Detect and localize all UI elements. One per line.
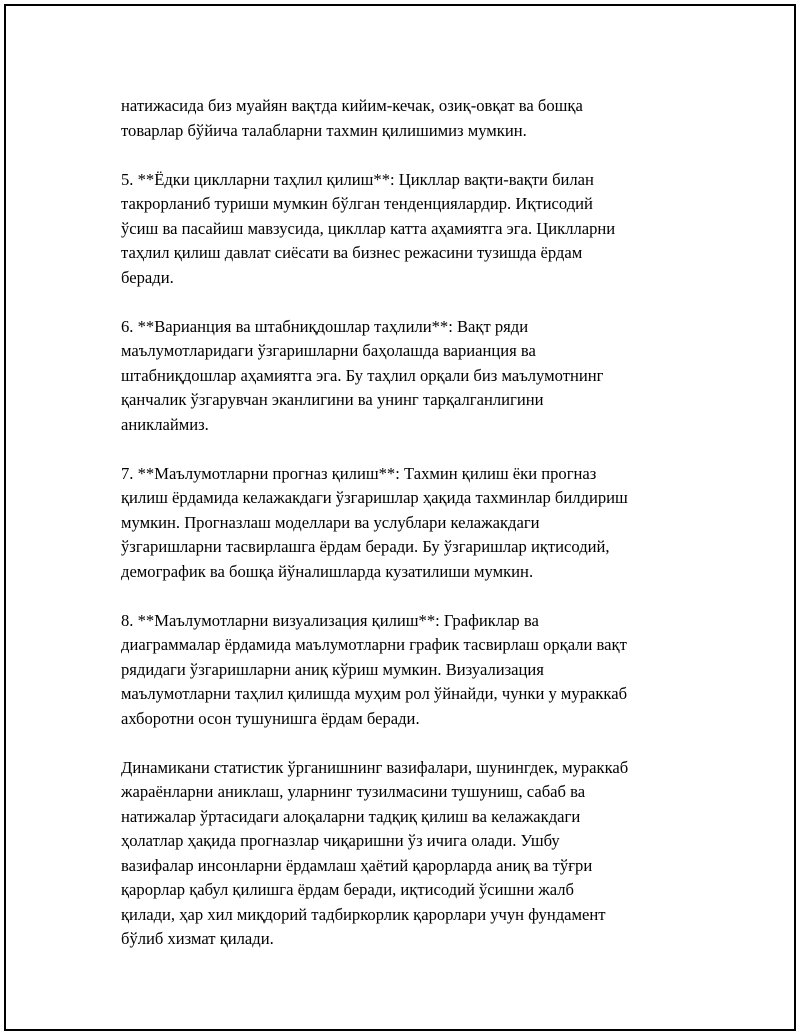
- text-line: штабниқдошлар аҳамиятга эга. Бу таҳлил орқали биз маълумотнинг: [121, 365, 604, 385]
- text-line: беради.: [121, 267, 174, 287]
- text-line: маълумотларни таҳлил қилишда муҳим рол ўйнайди, чунки у мураккаб: [121, 684, 628, 703]
- text-line: ҳолатлар ҳақида прогназлар чиқаришни ўз ичига олади. Ушбу: [121, 831, 560, 850]
- paragraph-item-6: [121, 315, 701, 438]
- text-line: мумкин. Прогназлаш моделлари ва услублари келажакдаги: [121, 512, 540, 532]
- text-line: Динамикани статистик ўрганишнинг вазифалари, шунингдек, мураккаб: [121, 757, 629, 777]
- text-line: ахборотни осон тушунишга ёрдам беради.: [121, 708, 420, 728]
- text-line: натижасида биз муайян вақтда кийим-кечак, озиқ-овқат ва бошқа: [121, 96, 583, 115]
- text-line: диаграммалар ёрдамида маълумотларни график тасвирлаш орқали вақт: [121, 635, 627, 654]
- paragraph-item-5: [121, 168, 701, 291]
- text-line: ўзгаришларни тасвирлашга ёрдам беради. Бу ўзгаришлар иқтисодий,: [121, 537, 610, 556]
- text-line: 7. **Маълумотларни прогназ қилиш**: Тахмин қилиш ёки прогназ: [121, 463, 597, 483]
- paragraph-item-7: [121, 462, 701, 585]
- text-line: ўсиш ва пасайиш мавзусида, цикллар катта аҳамиятга эга. Циклларни: [121, 218, 616, 238]
- text-line: жараёнларни аниклаш, уларнинг тузилмасини тушуниш, сабаб ва: [121, 782, 586, 801]
- text-line: рядидаги ўзгаришларни аниқ кўриш мумкин. Визуализация: [121, 659, 544, 679]
- text-line: товарлар бўйича талабларни тахмин қилишимиз мумкин.: [121, 120, 527, 140]
- page-frame: [4, 4, 796, 1031]
- text-line: қилади, ҳар хил миқдорий тадбиркорлик қарорлари учун фундамент: [121, 904, 606, 924]
- text-line: қилиш ёрдамида келажакдаги ўзгаришлар ҳақида тахминлар билдириш: [121, 488, 628, 507]
- paragraph-item-8: [121, 609, 701, 732]
- text-line: қанчалик ўзгарувчан эканлигини ва унинг тарқалганлигини: [121, 390, 544, 409]
- text-line: 8. **Маълумотларни визуализация қилиш**: Графиклар ва: [121, 610, 539, 630]
- text-line: бўлиб хизмат қилади.: [121, 929, 274, 948]
- paragraph-continuation: [121, 94, 701, 143]
- text-line: 5. **Ёдки циклларни таҳлил қилиш**: Цикллар вақти-вақти билан: [121, 169, 594, 189]
- text-line: 6. **Варианция ва штабниқдошлар таҳлили**: Вақт ряди: [121, 316, 529, 336]
- text-line: аниклаймиз.: [121, 414, 209, 434]
- text-line: такрорланиб туриши мумкин бўлган тенденциялардир. Иқтисодий: [121, 194, 593, 213]
- text-line: демографик ва бошқа йўналишларда кузатилиши мумкин.: [121, 561, 534, 581]
- text-line: қарорлар қабул қилишга ёрдам беради, иқтисодий ўсишни жалб: [121, 880, 574, 899]
- text-line: вазифалар инсонларни ёрдамлаш ҳаётий қарорларда аниқ ва тўғри: [121, 855, 593, 875]
- paragraph-conclusion: [121, 756, 701, 952]
- text-line: маълумотларидаги ўзгаришларни баҳолашда варианция ва: [121, 341, 536, 360]
- text-line: таҳлил қилиш давлат сиёсати ва бизнес режасини тузишда ёрдам: [121, 243, 583, 262]
- document-body: [121, 94, 701, 976]
- text-line: натижалар ўртасидаги алоқаларни тадқиқ қилиш ва келажакдаги: [121, 806, 581, 826]
